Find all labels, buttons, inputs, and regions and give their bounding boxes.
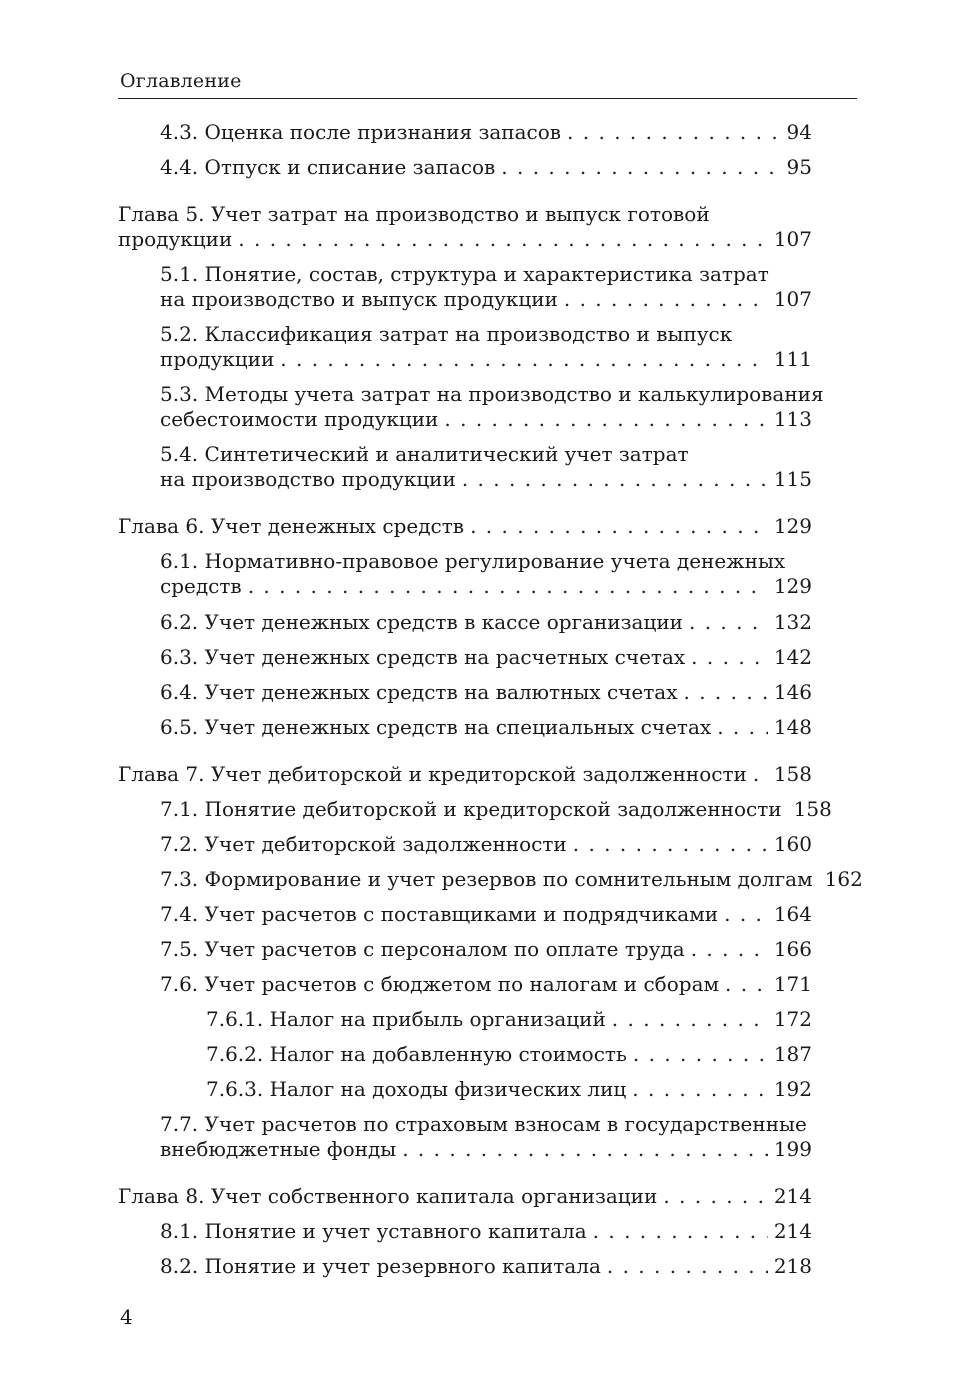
page-ref: 164 (773, 902, 812, 926)
toc-chapter[interactable]: Глава 5. Учет затрат на производство и выпуск готовой продукции . . . 107 (118, 202, 812, 252)
page-ref: 214 (773, 1219, 812, 1243)
page-ref: 95 (786, 155, 812, 179)
page-ref: 166 (773, 937, 812, 961)
page-ref: 113 (773, 407, 812, 431)
page-ref: 129 (773, 514, 812, 538)
toc-entry[interactable]: 6.4. Учет денежных средств на валютных счетах . . . 146 (160, 680, 812, 705)
dot-leader (753, 762, 768, 787)
page-ref: 107 (773, 287, 812, 311)
toc-entry[interactable]: 5.3. Методы учета затрат на производство и калькулирования себестоимости продукции . . . 113 (160, 382, 812, 432)
page-ref: 171 (773, 972, 812, 996)
dot-leader (612, 1007, 768, 1032)
page-ref: 148 (773, 715, 812, 739)
dot-leader (663, 1184, 767, 1209)
toc-entry[interactable]: 4.4. Отпуск и списание запасов . . . 95 (160, 155, 812, 180)
page-ref: 162 (824, 867, 863, 891)
dot-leader (462, 467, 768, 492)
dot-leader (402, 1137, 768, 1162)
page-ref: 115 (773, 467, 812, 491)
page-ref: 142 (773, 645, 812, 669)
toc-chapter[interactable]: Глава 7. Учет дебиторской и кредиторской задолженности . . . 158 (118, 762, 812, 787)
page-ref: 132 (773, 610, 812, 634)
toc-entry[interactable]: 6.5. Учет денежных средств на специальных счетах . . . 148 (160, 715, 812, 740)
toc-entry[interactable]: 5.4. Синтетический и аналитический учет затрат на производство продукции . . . 115 (160, 442, 812, 492)
dot-leader (633, 1042, 768, 1067)
dot-leader (444, 407, 767, 432)
toc-entry[interactable]: 7.1. Понятие дебиторской и кредиторской задолженности 158 (160, 797, 832, 821)
dot-leader (689, 610, 768, 635)
dot-leader (725, 972, 768, 997)
page-ref: 158 (773, 762, 812, 786)
toc-entry[interactable]: 8.1. Понятие и учет уставного капитала . . . 214 (160, 1219, 812, 1244)
page-ref: 129 (773, 574, 812, 598)
toc-entry[interactable]: 4.3. Оценка после признания запасов . . . 94 (160, 120, 812, 145)
toc-entry[interactable]: 7.6. Учет расчетов с бюджетом по налогам и сборам . . . 171 (160, 972, 812, 997)
dot-leader (724, 902, 768, 927)
page-ref: 158 (793, 797, 832, 821)
dot-leader (691, 645, 768, 670)
page-number: 4 (120, 1305, 133, 1329)
page-ref: 199 (773, 1137, 812, 1161)
page-ref: 94 (786, 120, 812, 144)
dot-leader (564, 287, 768, 312)
dot-leader (632, 1077, 768, 1102)
dot-leader (567, 120, 781, 145)
dot-leader (573, 832, 768, 857)
page-ref: 107 (773, 227, 812, 251)
dot-leader (717, 715, 768, 740)
page-ref: 111 (773, 347, 812, 371)
toc-chapter[interactable]: Глава 8. Учет собственного капитала организации . . . 214 (118, 1184, 812, 1209)
page-ref: 218 (773, 1254, 812, 1278)
dot-leader (238, 227, 768, 252)
toc-entry[interactable]: 7.7. Учет расчетов по страховым взносам в государственные внебюджетные фонды . . . 199 (160, 1112, 812, 1162)
running-header: Оглавление (120, 70, 242, 92)
page-ref: 214 (773, 1184, 812, 1208)
toc-entry[interactable]: 7.5. Учет расчетов с персоналом по оплате труда . . . 166 (160, 937, 812, 962)
page-ref: 192 (773, 1077, 812, 1101)
page-ref: 172 (773, 1007, 812, 1031)
dot-leader (501, 155, 780, 180)
toc-entry[interactable]: 7.3. Формирование и учет резервов по сомнительным долгам 162 (160, 867, 863, 891)
dot-leader (691, 937, 768, 962)
toc-chapter[interactable]: Глава 6. Учет денежных средств . . . 129 (118, 514, 812, 539)
dot-leader (607, 1254, 768, 1279)
toc-entry[interactable]: 8.2. Понятие и учет резервного капитала . . . 218 (160, 1254, 812, 1279)
toc-entry[interactable]: 5.1. Понятие, состав, структура и характеристика затрат на производство и выпуск продукции . . . 107 (160, 262, 812, 312)
dot-leader (683, 680, 767, 705)
toc-subentry[interactable]: 7.6.3. Налог на доходы физических лиц . . . 192 (206, 1077, 812, 1102)
page-ref: 146 (773, 680, 812, 704)
toc-entry[interactable]: 6.3. Учет денежных средств на расчетных счетах . . . 142 (160, 645, 812, 670)
page-ref: 160 (773, 832, 812, 856)
toc-entry[interactable]: 6.2. Учет денежных средств в кассе организации . . . 132 (160, 610, 812, 635)
page-ref: 187 (773, 1042, 812, 1066)
toc-entry[interactable]: 5.2. Классификация затрат на производство и выпуск продукции . . . 111 (160, 322, 812, 372)
toc-subentry[interactable]: 7.6.1. Налог на прибыль организаций . . . 172 (206, 1007, 812, 1032)
dot-leader (280, 347, 768, 372)
dot-leader (470, 514, 768, 539)
toc-entry[interactable]: 6.1. Нормативно-правовое регулирование учета денежных средств . . . 129 (160, 549, 812, 599)
toc-subentry[interactable]: 7.6.2. Налог на добавленную стоимость . . . 187 (206, 1042, 812, 1067)
toc-entry[interactable]: 7.2. Учет дебиторской задолженности . . . 160 (160, 832, 812, 857)
dot-leader (248, 574, 768, 599)
toc-entry[interactable]: 7.4. Учет расчетов с поставщиками и подрядчиками . . . 164 (160, 902, 812, 927)
dot-leader (593, 1219, 768, 1244)
